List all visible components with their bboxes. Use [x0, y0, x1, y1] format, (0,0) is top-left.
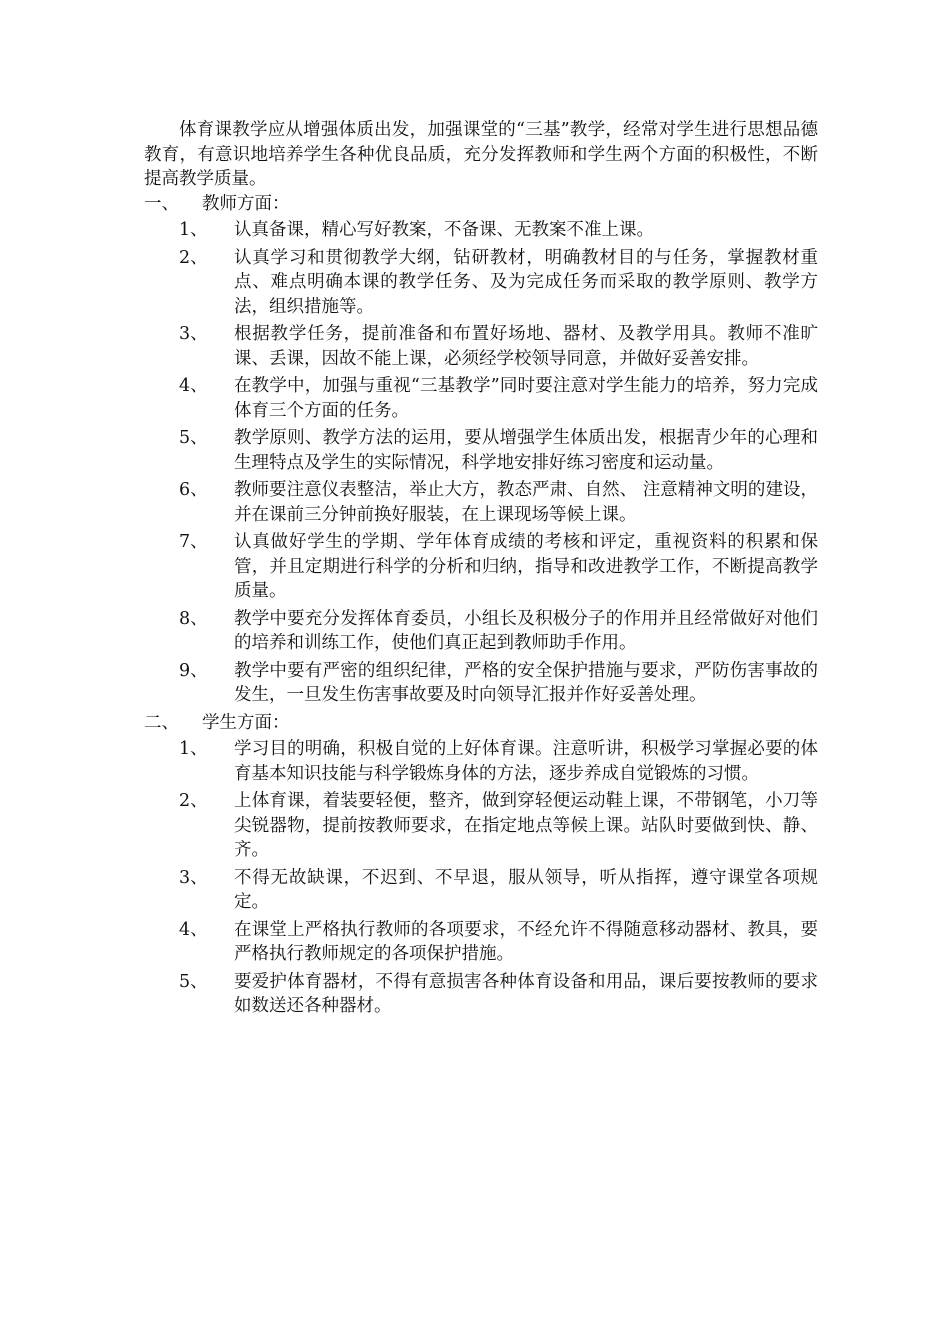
section-heading-teachers: [144, 192, 818, 217]
item-number: 5、: [179, 428, 208, 448]
section-number: 二、: [144, 712, 179, 733]
item-number: 5、: [179, 971, 208, 992]
item-number: 1、: [179, 220, 208, 240]
item-number: 4、: [179, 919, 208, 940]
item-number: 9、: [179, 660, 208, 681]
item-number: 2、: [179, 791, 208, 811]
list-item: [144, 478, 818, 527]
item-text: 教学原则、教学方法的运用，要从增强学生体质出发，根据青少年的心理和生理特点及学生的实际情况，科学地安排好练习密度和运动量。: [234, 428, 818, 473]
item-number: 3、: [179, 867, 208, 888]
item-text: 认真备课，精心写好教案，不备课、无教案不准上课。: [234, 220, 654, 240]
list-item: [144, 789, 818, 863]
item-number: 1、: [179, 739, 208, 759]
item-text: 教师要注意仪表整洁，举止大方，教态严肃、自然、 注意精神文明的建设，并在课前三分钟前换好服装，在上课现场等候上课。: [234, 480, 818, 525]
item-text: 教学中要充分发挥体育委员，小组长及积极分子的作用并且经常做好对他们的培养和训练工作，使他们真正起到教师助手作用。: [234, 608, 818, 653]
list-item: [144, 246, 818, 320]
student-items-list: [144, 737, 818, 1019]
list-item: [144, 607, 818, 656]
list-item: [144, 970, 818, 1019]
section-heading-students: [144, 711, 818, 736]
list-item: [144, 374, 818, 423]
document-body: [144, 118, 818, 1022]
item-text: 认真学习和贯彻教学大纲，钻研教材，明确教材目的与任务，掌握教材重点、难点明确本课的教学任务、及为完成任务而采取的教学原则、教学方法，组织措施等。: [234, 247, 818, 317]
item-text: 在教学中，加强与重视“三基教学”同时要注意对学生能力的培养，努力完成体育三个方面的任务。: [234, 376, 818, 421]
list-item: [144, 918, 818, 967]
section-title: 教师方面：: [202, 193, 290, 214]
list-item: [144, 866, 818, 915]
item-text: 在课堂上严格执行教师的各项要求，不经允许不得随意移动器材、教具，要严格执行教师规定的各项保护措施。: [234, 919, 818, 964]
item-text: 要爱护体育器材，不得有意损害各种体育设备和用品，课后要按教师的要求如数送还各种器材。: [234, 971, 818, 1016]
item-number: 4、: [179, 376, 208, 396]
list-item: [144, 426, 818, 475]
item-text: 认真做好学生的学期、学年体育成绩的考核和评定，重视资料的积累和保管，并且定期进行科学的分析和归纳，指导和改进教学工作，不断提高教学质量。: [234, 532, 818, 601]
list-item: [144, 530, 818, 604]
item-text: 学习目的明确，积极自觉的上好体育课。注意听讲，积极学习掌握必要的体育基本知识技能与科学锻炼身体的方法，逐步养成自觉锻炼的习惯。: [234, 739, 818, 784]
list-item: [144, 737, 818, 786]
item-number: 7、: [179, 532, 208, 552]
item-number: 8、: [179, 608, 208, 629]
item-number: 6、: [179, 480, 208, 500]
list-item: [144, 322, 818, 371]
teacher-items-list: [144, 218, 818, 708]
item-number: 2、: [179, 247, 208, 268]
item-text: 不得无故缺课，不迟到、不早退，服从领导，听从指挥，遵守课堂各项规定。: [234, 867, 818, 912]
item-text: 上体育课，着装要轻便，整齐，做到穿轻便运动鞋上课，不带钢笔，小刀等尖锐器物，提前按教师要求，在指定地点等候上课。站队时要做到快、静、齐。: [234, 791, 818, 860]
item-number: 3、: [179, 324, 208, 344]
section-title: 学生方面：: [202, 712, 290, 733]
list-item: [144, 659, 818, 708]
list-item: [144, 218, 818, 243]
section-number: 一、: [144, 193, 179, 214]
intro-paragraph: 体育课教学应从增强体质出发，加强课堂的“三基”教学，经常对学生进行思想品德教育，有意识地培养学生各种优良品质，充分发挥教师和学生两个方面的积极性，不断提高教学质量。: [144, 120, 818, 189]
item-text: 教学中要有严密的组织纪律，严格的安全保护措施与要求，严防伤害事故的发生，一旦发生伤害事故要及时向领导汇报并作好妥善处理。: [234, 660, 818, 705]
item-text: 根据教学任务，提前准备和布置好场地、器材、及教学用具。教师不准旷课、丢课，因故不能上课，必须经学校领导同意，并做好妥善安排。: [234, 324, 818, 369]
